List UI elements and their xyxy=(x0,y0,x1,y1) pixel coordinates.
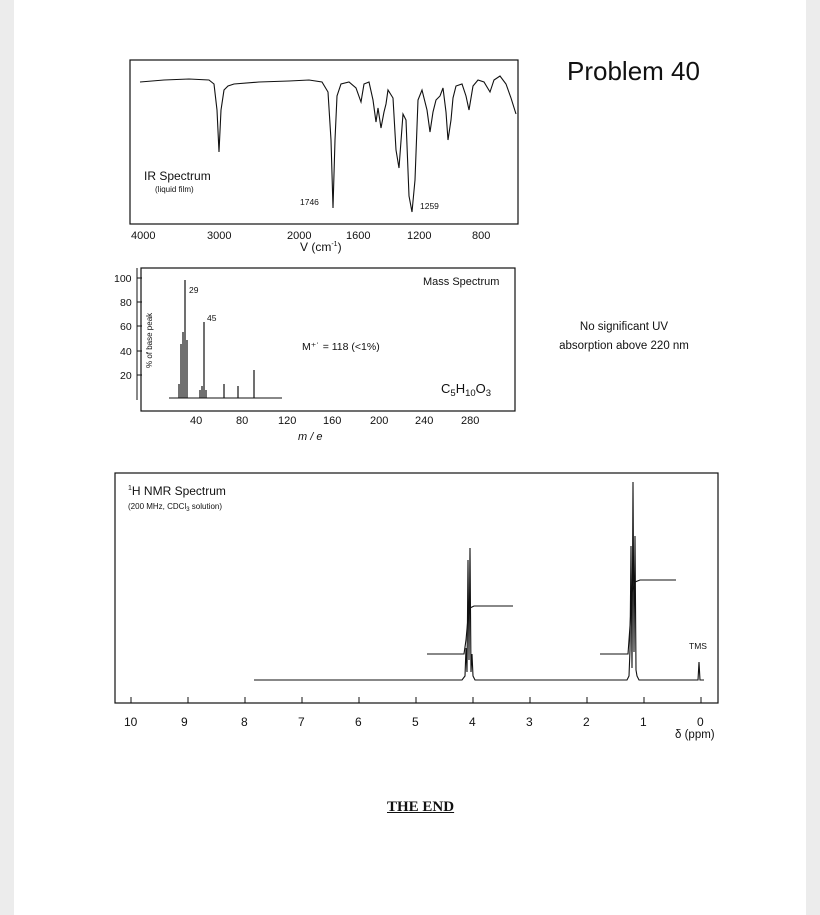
molecular-formula: $C_5H_{10}O_3$ xyxy=(441,381,492,399)
uv-note xyxy=(554,318,694,356)
mass-y-tick-label: 20 xyxy=(120,370,132,382)
nmr-x-tick-label: 8 xyxy=(241,715,248,729)
nmr-subtitle: (200 MHz, CDCl$_3$ solution) xyxy=(128,502,223,513)
mass-title: Mass Spectrum xyxy=(423,276,500,288)
ir-subtitle: (liquid film) xyxy=(155,185,194,194)
mass-peaks xyxy=(179,280,254,398)
mass-spectrum xyxy=(114,268,515,443)
nmr-x-ticks xyxy=(131,697,701,703)
problem-title: Problem 40 xyxy=(567,56,700,86)
ir-peak-label-1746: 1746 xyxy=(300,197,319,207)
ir-tick-label: 2000 xyxy=(287,230,312,242)
mass-x-tick-label: 280 xyxy=(461,415,480,427)
nmr-x-tick-label: 5 xyxy=(412,715,419,729)
mass-x-tick-label: 200 xyxy=(370,415,389,427)
tms-label: TMS xyxy=(689,641,707,651)
nmr-x-tick-label: 1 xyxy=(640,715,647,729)
mass-x-tick-label: 160 xyxy=(323,415,342,427)
worksheet-page xyxy=(14,0,806,915)
uv-note-line-2: absorption above 220 nm xyxy=(559,340,689,352)
mass-y-tick-label: 100 xyxy=(114,273,132,285)
ir-trace xyxy=(140,76,516,212)
mass-y-tick-label: 60 xyxy=(120,321,132,333)
nmr-x-tick-label: 2 xyxy=(583,715,590,729)
nmr-integral-triplet xyxy=(600,580,676,654)
ir-tick-label: 1600 xyxy=(346,230,371,242)
mass-peak-label-29: 29 xyxy=(189,285,199,295)
ir-tick-label: 1200 xyxy=(407,230,432,242)
uv-note-line-1: No significant UV xyxy=(579,321,669,333)
nmr-x-tick-label: 6 xyxy=(355,715,362,729)
ir-peak-label-1259: 1259 xyxy=(420,201,439,211)
molecular-ion-label: M⁺˙ = 118 (<1%) xyxy=(302,341,380,353)
nmr-title: $^1$H NMR Spectrum xyxy=(128,484,226,498)
nmr-x-tick-label: 9 xyxy=(181,715,188,729)
the-end-footer: THE END xyxy=(387,799,455,815)
nmr-x-tick-label: 7 xyxy=(298,715,305,729)
nmr-axis-label: δ (ppm) xyxy=(675,729,715,741)
ir-tick-label: 800 xyxy=(472,230,491,242)
mass-x-label: m / e xyxy=(298,431,323,443)
nmr-x-tick-label: 3 xyxy=(526,715,533,729)
mass-y-label: % of base peak xyxy=(145,312,154,368)
mass-x-tick-label: 80 xyxy=(236,415,249,427)
mass-peak-label-45: 45 xyxy=(207,313,217,323)
mass-x-tick-label: 40 xyxy=(190,415,203,427)
mass-y-tick-label: 40 xyxy=(120,346,132,358)
nmr-spectrum xyxy=(115,473,718,741)
ir-tick-label: 3000 xyxy=(207,230,232,242)
ir-tick-label: 4000 xyxy=(131,230,156,242)
spectra-figure xyxy=(14,0,806,915)
ir-title: IR Spectrum xyxy=(144,169,211,183)
mass-x-tick-label: 120 xyxy=(278,415,297,427)
nmr-x-tick-label: 0 xyxy=(697,715,704,729)
nmr-x-tick-label: 4 xyxy=(469,715,476,729)
ir-spectrum xyxy=(130,60,518,254)
nmr-x-tick-label: 10 xyxy=(124,715,138,729)
mass-x-tick-label: 240 xyxy=(415,415,434,427)
ir-axis-label: V $(cm^{-1})$ xyxy=(300,240,342,254)
mass-y-tick-label: 80 xyxy=(120,297,132,309)
